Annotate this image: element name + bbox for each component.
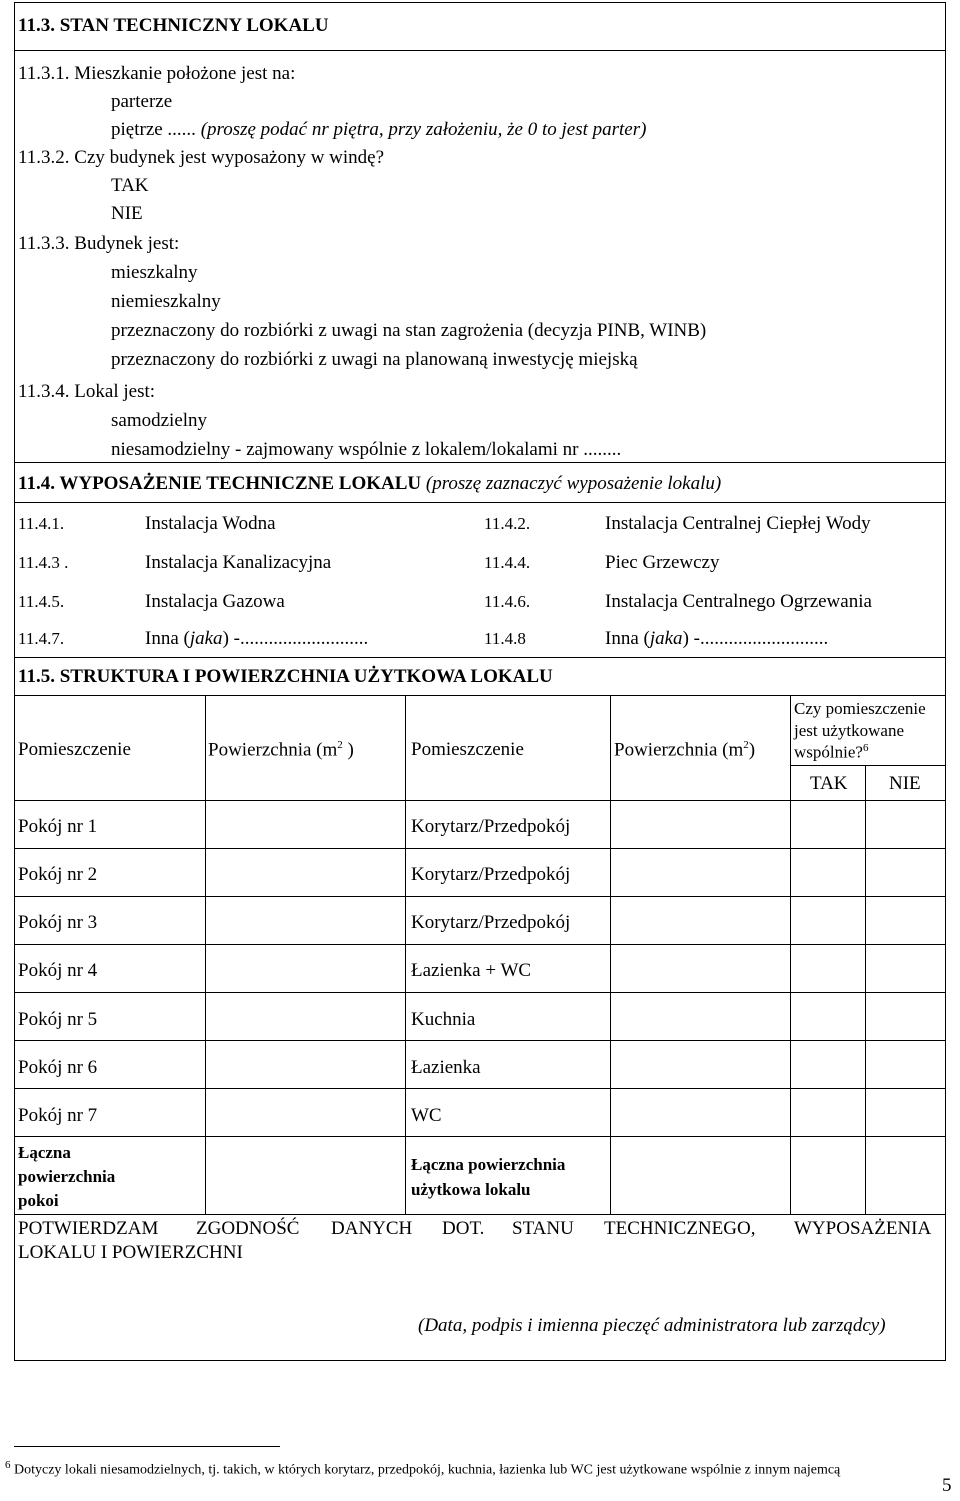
equip-7-italic: jaka [189,628,223,649]
right-border [945,2,946,1360]
equip-5-label[interactable]: Instalacja Gazowa [145,591,285,612]
q3-option-nonresidential[interactable]: niemieszkalny [111,291,221,312]
equip-8-dots: ) -........................... [682,628,829,649]
q1-floor-label: piętrze ...... [111,119,196,140]
q2-option-yes[interactable]: TAK [111,175,149,196]
col-area2-header [614,739,755,761]
confirm-word-4: DOT. [442,1218,485,1239]
footnote [5,1459,840,1479]
q3-option-residential[interactable]: mieszkalny [111,262,198,283]
total-area-line2: użytkowa lokalu [411,1180,531,1199]
section-114-heading [18,473,721,495]
equip-8-other[interactable] [605,628,828,650]
q3-label: 11.3.3. Budynek jest: [18,233,180,254]
shared-question-line3 [794,742,868,762]
section-114-title: 11.4. WYPOSAŻENIE TECHNICZNE LOKALU [18,473,422,494]
q4-option-independent[interactable]: samodzielny [111,410,208,431]
confirm-word-6: TECHNICZNEGO, [604,1218,756,1239]
q4-label: 11.3.4. Lokal jest: [18,381,156,402]
equip-6-label[interactable]: Instalacja Centralnego Ogrzewania [605,591,872,612]
room-right-7: WC [411,1105,442,1126]
q3-option-demolition-hazard[interactable]: przeznaczony do rozbiórki z uwagi na stan zagrożenia (decyzja PINB, WINB) [111,320,707,341]
shared-footnote-ref: 6 [862,742,869,754]
col-area2-sup: 2 [743,739,749,751]
total-rooms-line1: Łączna [18,1143,71,1162]
q1-floor-hint: (proszę podać nr piętra, przy założeniu, że 0 to jest parter) [200,119,647,140]
bottom-border [14,1360,946,1361]
equip-7-other[interactable] [145,628,368,650]
equip-8-num: 11.4.8 [484,629,526,648]
footnote-text: Dotyczy lokali niesamodzielnych, tj. takich, w których korytarz, przedpokój, kuchnia, łazienka lub WC jest użytkowane wspólnie z innym najemcą [14,1462,841,1478]
q1-option-floor[interactable] [111,119,646,141]
total-area-line1: Łączna powierzchnia [411,1155,566,1174]
col-area-sup: 2 [337,739,343,751]
equip-1-num: 11.4.1. [18,514,65,533]
q2-option-no[interactable]: NIE [111,203,143,224]
room-right-2: Korytarz/Przedpokój [411,864,571,885]
shared-no-header: NIE [889,773,921,794]
page-number: 5 [942,1475,952,1496]
room-left-5: Pokój nr 5 [18,1009,98,1030]
q2-label: 11.3.2. Czy budynek jest wyposażony w windę? [18,147,385,168]
confirm-word-5: STANU [512,1218,574,1239]
room-left-2: Pokój nr 2 [18,864,98,885]
confirm-word-2: ZGODNOŚĆ [196,1218,300,1239]
equip-7-dots: ) -........................... [222,628,369,649]
room-left-1: Pokój nr 1 [18,816,98,837]
shared-yes-header: TAK [810,773,848,794]
col-area2-end: ) [748,739,756,761]
confirm-word-3: DANYCH [331,1218,413,1239]
total-rooms-line3: pokoi [18,1191,59,1210]
q3-option-demolition-investment[interactable]: przeznaczony do rozbiórki z uwagi na planowaną inwestycję miejską [111,349,638,370]
equip-2-num: 11.4.2. [484,514,531,533]
room-left-4: Pokój nr 4 [18,960,98,981]
top-border [14,2,946,3]
equip-7-num: 11.4.7. [18,629,65,648]
equip-1-label[interactable]: Instalacja Wodna [145,513,276,534]
q1-option-parterre[interactable]: parterze [111,91,173,112]
room-right-4: Łazienka + WC [411,960,532,981]
room-right-5: Kuchnia [411,1009,476,1030]
room-left-3: Pokój nr 3 [18,912,98,933]
col-area-header [208,739,354,761]
col-area2-text: Powierzchnia (m [614,739,744,761]
shared-question-line2: jest użytkowane [794,721,904,740]
section-115-heading: 11.5. STRUKTURA I POWIERZCHNIA UŻYTKOWA LOKALU [18,666,553,687]
equip-5-num: 11.4.5. [18,592,65,611]
footnote-number: 6 [5,1459,11,1471]
confirm-line-2: LOKALU I POWIERZCHNI [18,1242,243,1263]
total-rooms-line2: powierzchnia [18,1167,116,1186]
shared-question-text: wspólnie? [794,742,863,762]
room-right-3: Korytarz/Przedpokój [411,912,571,933]
confirm-word-1: POTWIERDZAM [18,1218,159,1239]
footnote-separator [14,1446,280,1447]
equip-8-italic: jaka [649,628,683,649]
equip-2-label[interactable]: Instalacja Centralnej Ciepłej Wody [605,513,871,534]
section-114-hint: (proszę zaznaczyć wyposażenie lokalu) [425,473,722,494]
equip-4-label[interactable]: Piec Grzewczy [605,552,720,573]
col-area-text: Powierzchnia (m [208,739,338,761]
room-left-7: Pokój nr 7 [18,1105,98,1126]
equip-3-label[interactable]: Instalacja Kanalizacyjna [145,552,332,573]
left-border [14,2,15,1360]
room-right-1: Korytarz/Przedpokój [411,816,571,837]
equip-8-prefix: Inna ( [605,628,650,649]
q4-option-shared[interactable]: niesamodzielny - zajmowany wspólnie z lokalem/lokalami nr ........ [111,439,622,460]
col-room2-header: Pomieszczenie [411,739,524,760]
signature-caption: (Data, podpis i imienna pieczęć administratora lub zarządcy) [418,1315,886,1336]
col-room-header: Pomieszczenie [18,739,131,760]
room-left-6: Pokój nr 6 [18,1057,98,1078]
shared-question-line1: Czy pomieszczenie [794,699,926,718]
equip-6-num: 11.4.6. [484,592,531,611]
col-area-end: ) [342,739,354,761]
room-right-6: Łazienka [411,1057,481,1078]
q1-label: 11.3.1. Mieszkanie położone jest na: [18,63,296,84]
equip-7-prefix: Inna ( [145,628,190,649]
equip-3-num: 11.4.3 . [18,553,69,572]
confirm-word-7: WYPOSAŻENIA [794,1218,932,1239]
equip-4-num: 11.4.4. [484,553,531,572]
section-113-heading: 11.3. STAN TECHNICZNY LOKALU [18,15,329,36]
